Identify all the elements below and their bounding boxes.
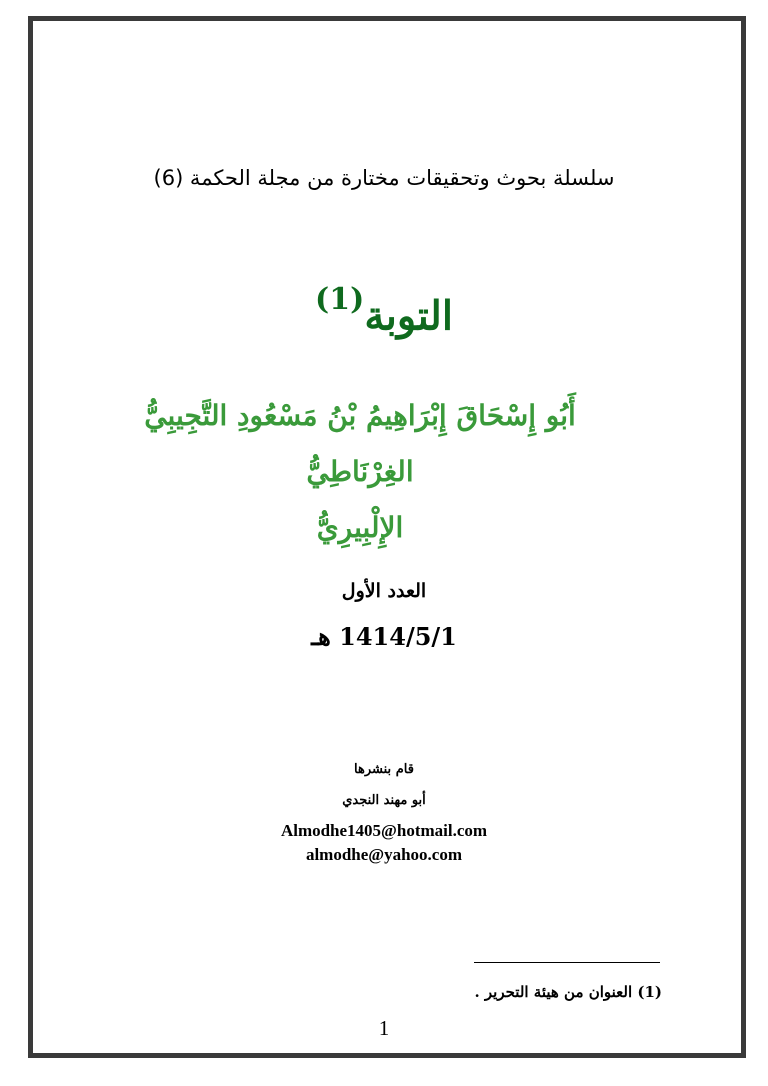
title-text: التوبة (364, 292, 453, 340)
publisher-email-2: almodhe@yahoo.com (305, 845, 463, 864)
series-title: سلسلة بحوث وتحقيقات مختارة من مجلة الحكمة (6) (153, 166, 615, 190)
page-number: 1 (378, 1016, 390, 1040)
publisher-name: أبو مهند النجدي (342, 793, 426, 808)
issue-date: 1414/5/1 هـ (311, 622, 457, 651)
document-title (0, 282, 768, 340)
author-line-2: الإِلْبِيرِيُّ (316, 511, 404, 544)
footnote-separator (474, 962, 660, 963)
title-footnote-marker: (1) (315, 282, 365, 317)
published-by-label: قام بنشرها (354, 762, 414, 777)
author-line-1: أَبُو إِسْحَاقَ إِبْرَاهِيمُ بْنُ مَسْعُودِ التَّجِيبِيُّ الغِرْنَاطِيُّ (144, 399, 576, 488)
issue-label: العدد الأول (341, 580, 427, 602)
publisher-email-1: Almodhe1405@hotmail.com (280, 821, 488, 840)
footnote: (1) العنوان من هيئة التحرير . (474, 983, 662, 1001)
author-name (90, 388, 630, 556)
